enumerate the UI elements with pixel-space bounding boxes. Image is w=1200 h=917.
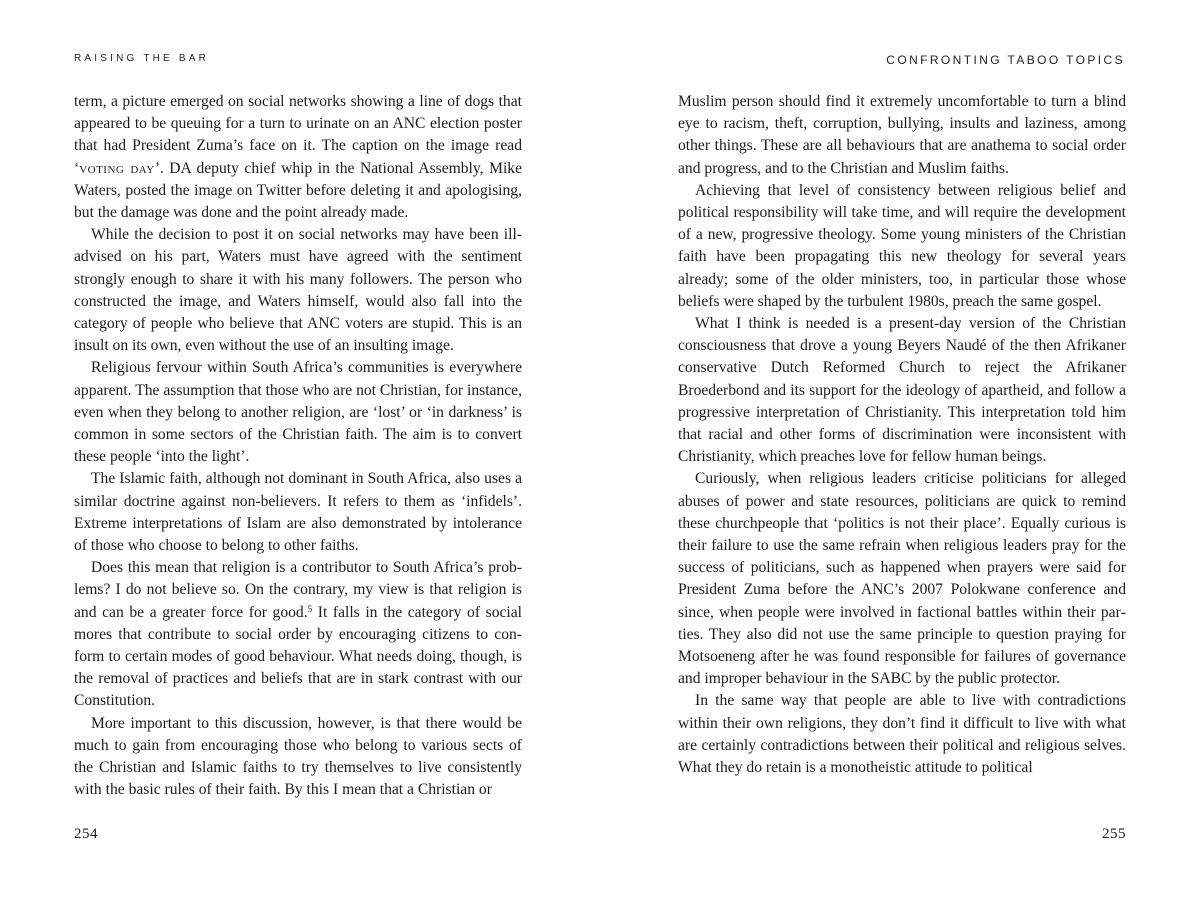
- page-number: 255: [1102, 826, 1126, 842]
- paragraph: What I think is needed is a present-day version of the Christian consciousness that drove a young Beyers Naudé of the then Afrikaner conservative Dutch Reformed Church to reject the Afrikaner Broederbond and its support for the ideology of apartheid, and follow a progressive interpretation of Christianity. This interpretation told him that racial and other forms of discrimination were inconsistent with Christianity, which preaches love for fellow human beings.: [678, 315, 1126, 466]
- running-head: RAISING THE BAR: [74, 53, 210, 64]
- paragraph: In the same way that people are able to live with contradictions within their own religions, they don’t find it difficult to live with what are certainly contradictions between their political and religious selves. What they do retain is a monotheistic attitude to political: [678, 692, 1126, 777]
- paragraph: Achieving that level of consistency between religious belief and political responsibility will take time, and will require the development of a new, progressive theology. Some young ministers of the Christian faith have been propagating this new theology for several years already; some of the older ministers, too, in particular those whose beliefs were shaped by the turbulent 1980s, preach the same gospel.: [678, 181, 1126, 310]
- footnote-reference[interactable]: 5: [307, 603, 313, 614]
- body-text: [74, 91, 522, 802]
- paragraph: Curiously, when religious leaders criticise politicians for alleged abuses of power and state resources, politicians are quick to remind these churchpeople that ‘politics is not their place’. Equally curious is their failure to use the same refrain when religious leaders pray for the success of politicians, such as happened when prayers were said for President Zuma before the ANC’s 2007 Polokwane conference and since, when people were involved in factional battles within their parties. They also did not use the same principle to question praying for Motsoeneng after he was found responsible for failures of governance and improper behaviour in the SABC by the public protector.: [678, 470, 1126, 688]
- body-text: [678, 91, 1126, 779]
- paragraph: More important to this discussion, however, is that there would be much to gain from encouraging those who belong to various sects of the Christian and Islamic faiths to try themselves to live consistently with the basic rules of their faith. By this I mean that a Christian or: [74, 714, 522, 799]
- paragraph: [74, 91, 522, 224]
- page-number: 254: [74, 826, 98, 842]
- paragraph: Religious fervour within South Africa’s communities is everywhere apparent. The assumption that those who are not Christian, for instance, even when they belong to another religion, are ‘lost’ or ‘in darkness’ is common in some sectors of the Christian faith. The aim is to convert these people ‘into the light’.: [74, 359, 522, 466]
- paragraph: While the decision to post it on social networks may have been ill-advised on his part, Waters must have agreed with the sentiment strongly enough to share it with his many followers. The person who constructed the image, and Waters himself, would also fall into the category of people who believe that ANC voters are stupid. This is an insult on its own, even without the use of an insulting image.: [74, 226, 522, 355]
- paragraph: The Islamic faith, although not dominant in South Africa, also uses a similar doctrine against non-believers. It refers to them as ‘infidels’. Extreme interpretations of Islam are also demonstrated by intolerance of those who choose to belong to other faiths.: [74, 470, 522, 555]
- small-caps-text: voting day: [79, 159, 155, 177]
- right-page: [600, 0, 1200, 917]
- paragraph: [74, 557, 522, 712]
- text-run: ’. DA deputy chief whip in the National Assembly, Mike Waters, posted the image on Twitter before deleting it and apologising, but the damage was done and the point already made.: [74, 159, 522, 222]
- paragraph: Muslim person should find it extremely uncomfortable to turn a blind eye to racism, theft, corruption, bullying, insults and laziness, among other things. These are all behaviours that are anathema to social order and progress, and to the Christian and Muslim faiths.: [678, 93, 1126, 177]
- text-run: Does this mean that religion is a contributor to South Africa’s problems? I do not believe so. On the contrary, my view is that religion is and can be a greater force for good.: [74, 559, 522, 621]
- text-run: It falls in the category of social mores that contribute to social order by encouraging citizens to conform to certain modes of good behaviour. What needs doing, though, is the removal of practices and beliefs that are in stark contrast with our Constitution.: [74, 603, 523, 710]
- running-head: CONFRONTING TABOO TOPICS: [886, 53, 1125, 67]
- text-run: term, a picture emerged on social networks showing a line of dogs that appeared to be queuing for a turn to urinate on an ANC election poster that had President Zuma’s face on it. The caption on the image read ‘: [74, 93, 522, 177]
